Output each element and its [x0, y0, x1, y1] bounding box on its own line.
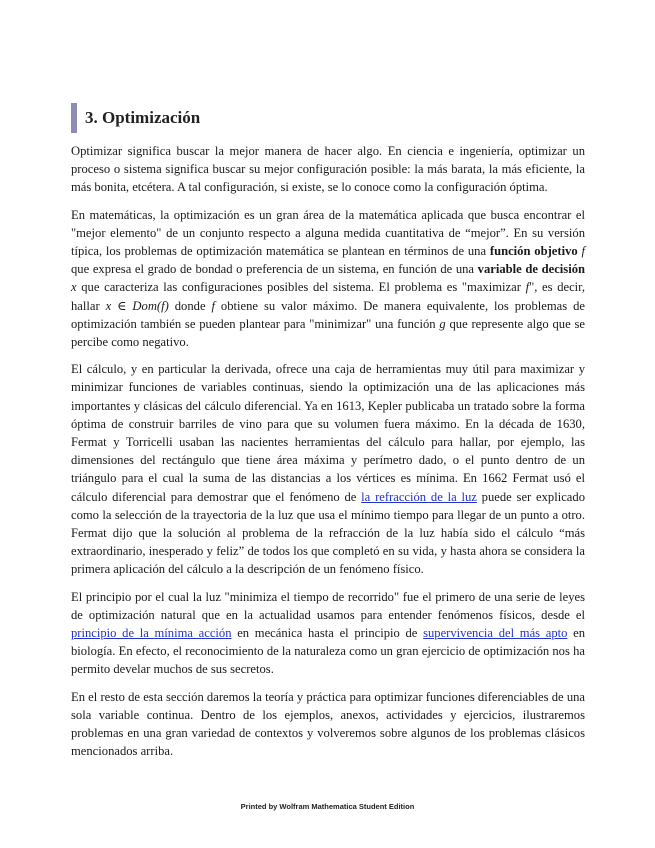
link-least-action-principle[interactable]: principio de la mínima acción: [71, 626, 232, 641]
link-survival-of-fittest[interactable]: supervivencia del más apto: [423, 626, 568, 641]
section-header: [71, 103, 584, 133]
link-refraction-of-light[interactable]: la refracción de la luz: [361, 489, 477, 504]
text-run: que caracteriza las configuraciones posibles del sistema. El problema es "maximizar: [76, 280, 526, 295]
text-run: en mecánica hasta el principio de: [231, 626, 424, 641]
text-run: donde: [168, 298, 212, 313]
text-run: puede ser explicado como la selección de la trayectoria de la luz que usa el mínimo tiempo para llegar de un punto a otro. Fermat dijo que la solución al problema de la refracción de la luz había sido el cálculo “más extraordinario, inesperado y feliz” de todos los que completó en su vida, y hasta ahora se considera la primera aplicación del cálculo a la descripción de un fenómeno físico.: [71, 489, 585, 577]
text-run: El cálculo, y en particular la derivada, ofrece una caja de herramientas muy útil para maximizar y minimizar funciones de variables continuas, siendo la optimización una de las aplicaciones más importantes y clásicas del cálculo diferencial. Ya en 1613, Kepler publicaba un tratado sobre la forma óptima de construir barriles de vino para que su volumen fuera máximo. En la década de 1630, Fermat y Torricelli usaban las nacientes herramientas del cálculo para hallar, por ejemplo, las dimensiones del rectángulo que tiene área máxima y perímetro dado, o el punto dentro de un triángulo para el cual la suma de las distancias a los vértices es mínima. En 1662 Fermat usó el cálculo diferencial para demostrar que el fenómeno de: [71, 362, 585, 504]
term-objective-function: función objetivo: [489, 244, 578, 259]
text-run: ", es decir, hallar: [71, 280, 586, 313]
content-body: [71, 142, 585, 770]
text-run: que represente algo que se percibe como negativo.: [71, 316, 585, 350]
paragraph-section-outline: En el resto de esta sección daremos la teoría y práctica para optimizar funciones diferenciables de una sola variable continua. Dentro de los ejemplos, anexos, actividades y ejercicios, ilustraremos problemas en una gran variedad de contextos y volveremos sobre algunos de los problemas clásicos mencionados arriba.: [71, 689, 585, 759]
section-title: 3. Optimización: [85, 108, 201, 127]
math-variable: f: [581, 244, 585, 259]
text-run: que expresa el grado de bondad o preferencia de un sistema, en función de una: [71, 262, 478, 277]
text-run: obtiene su valor máximo. De manera equivalente, los problemas de optimización también se pueden plantear para "minimizar" una función: [71, 298, 585, 331]
section-accent-bar: [71, 103, 77, 133]
paragraph-math-definition: [71, 206, 585, 352]
paragraph-natural-optimization: [71, 588, 585, 679]
text-run: El principio por el cual la luz "minimiza el tiempo de recorrido" fue el primero de una serie de leyes de optimización natural que en la actualidad usamos para entender fenómenos físicos, desde el: [71, 589, 585, 622]
math-variable: g: [439, 316, 446, 331]
math-variable: f: [211, 298, 215, 313]
paragraph-intro: Optimizar significa buscar la mejor manera de hacer algo. En ciencia e ingeniería, optimizar un proceso o sistema significa buscar su mejor configuración posible: la más barata, la más eficiente, la más bonita, etcétera. A tal configuración, si existe, se lo conoce como la configuración óptima.: [71, 144, 585, 195]
text-run: en biología. En efecto, el reconocimiento de la naturaleza como un gran ejercicio de optimización nos ha permito develar muchos de sus secretos.: [71, 626, 585, 677]
math-variable: f: [525, 280, 530, 295]
text-run: En matemáticas, la optimización es un gran área de la matemática aplicada que busca encontrar el "mejor elemento" de un conjunto respecto a alguna medida cuantitativa de “mejor”. En su versión típica, los problemas de optimización matemática se plantean en términos de una: [71, 207, 585, 259]
math-expression: x ∈ Dom(f): [105, 298, 169, 313]
term-decision-variable: variable de decisión: [477, 262, 585, 277]
print-footer: Printed by Wolfram Mathematica Student Edition: [240, 802, 415, 811]
paragraph-calculus-history: [71, 360, 585, 578]
math-variable: x: [71, 280, 77, 295]
